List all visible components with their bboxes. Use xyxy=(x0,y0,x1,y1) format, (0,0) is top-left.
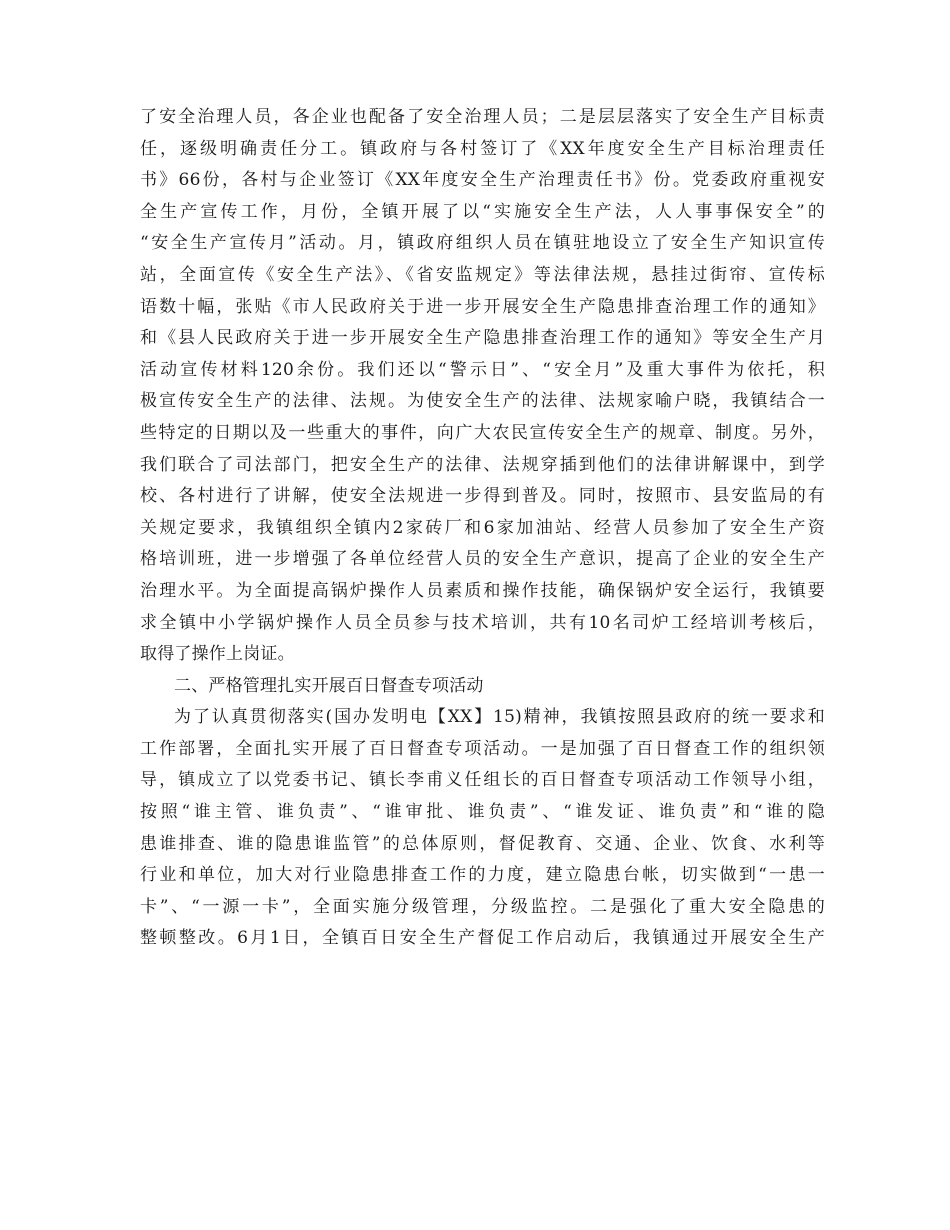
text-line: 全生产宣传工作，月份，全镇开展了以“实施安全生产法，人人事事保安全”的 xyxy=(140,201,825,222)
document-page xyxy=(140,102,825,955)
text-line: 治理水平。为全面提高锅炉操作人员素质和操作技能，确保锅炉安全运行，我镇要 xyxy=(140,580,825,601)
text-line: 求全镇中小学锅炉操作人员全员参与技术培训，共有10名司炉工经培训考核后， xyxy=(140,612,825,633)
text-line: 取得了操作上岗证。 xyxy=(140,644,295,665)
text-line: 卡”、“一源一卡”，全面实施分级管理，分级监控。二是强化了重大安全隐患的 xyxy=(140,896,825,917)
text-line: 格培训班，进一步增强了各单位经营人员的安全生产意识，提高了企业的安全生产 xyxy=(140,549,825,570)
text-line: 工作部署，全面扎实开展了百日督查专项活动。一是加强了百日督查工作的组织领 xyxy=(140,738,825,759)
text-line: 语数十幅，张贴《市人民政府关于进一步开展安全生产隐患排查治理工作的通知》 xyxy=(140,296,825,317)
text-line: 整顿整改。6月1日，全镇百日安全生产督促工作启动后，我镇通过开展安全生产 xyxy=(140,928,825,949)
text-line: 我们联合了司法部门，把安全生产的法律、法规穿插到他们的法律讲解课中，到学 xyxy=(140,454,825,475)
text-line: 和《县人民政府关于进一步开展安全生产隐患排查治理工作的通知》等安全生产月 xyxy=(140,328,825,349)
text-line: 关规定要求，我镇组织全镇内2家砖厂和6家加油站、经营人员参加了安全生产资 xyxy=(140,517,825,538)
section-heading-2: 二、严格管理扎实开展百日督查专项活动 xyxy=(174,675,484,696)
text-line: “安全生产宣传月”活动。月，镇政府组织人员在镇驻地设立了安全生产知识宣传 xyxy=(140,233,825,254)
text-line: 为了认真贯彻落实(国办发明电【XX】15)精神，我镇按照县政府的统一要求和 xyxy=(174,707,825,728)
text-line: 站，全面宣传《安全生产法》、《省安监规定》等法律法规，悬挂过街帘、宣传标 xyxy=(140,264,825,285)
text-line: 导，镇成立了以党委书记、镇长李甫义任组长的百日督查专项活动工作领导小组， xyxy=(140,770,825,791)
text-line: 任，逐级明确责任分工。镇政府与各村签订了《XX年度安全生产目标治理责任 xyxy=(140,138,825,159)
text-line: 极宣传安全生产的法律、法规。为使安全生产的法律、法规家喻户晓，我镇结合一 xyxy=(140,391,825,412)
text-line: 书》66份，各村与企业签订《XX年度安全生产治理责任书》份。党委政府重视安 xyxy=(140,170,825,191)
paragraph-2 xyxy=(140,702,825,955)
paragraph-1 xyxy=(140,102,825,671)
text-line: 些特定的日期以及一些重大的事件，向广大农民宣传安全生产的规章、制度。另外， xyxy=(140,422,825,443)
text-line: 按照“谁主管、谁负责”、“谁审批、谁负责”、“谁发证、谁负责”和“谁的隐 xyxy=(140,802,825,823)
text-line: 患谁排查、谁的隐患谁监管”的总体原则，督促教育、交通、企业、饮食、水利等 xyxy=(140,833,825,854)
text-line: 行业和单位，加大对行业隐患排查工作的力度，建立隐患台帐，切实做到“一患一 xyxy=(140,865,825,886)
text-line: 了安全治理人员，各企业也配备了安全治理人员；二是层层落实了安全生产目标责 xyxy=(140,107,825,127)
text-line: 活动宣传材料120余份。我们还以“警示日”、“安全月”及重大事件为依托，积 xyxy=(140,359,825,380)
text-line: 校、各村进行了讲解，使安全法规进一步得到普及。同时，按照市、县安监局的有 xyxy=(140,486,825,507)
